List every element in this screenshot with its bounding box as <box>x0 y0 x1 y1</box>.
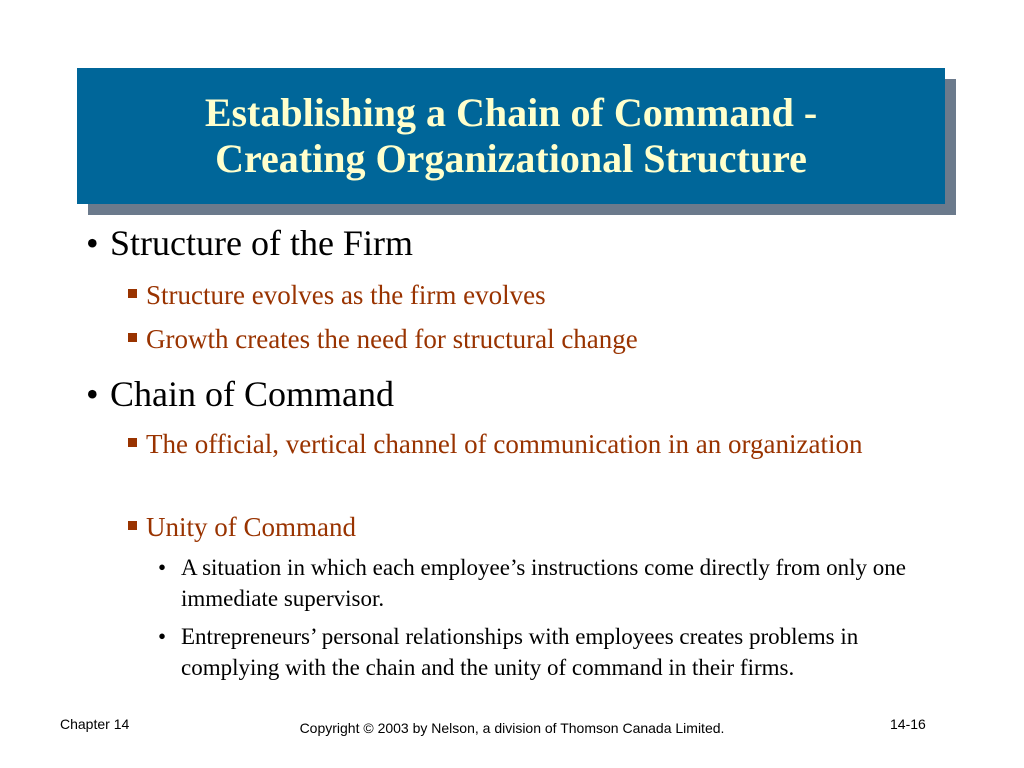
dot-bullet-icon: • <box>158 624 167 649</box>
subbullet-structure-evolves <box>128 276 928 314</box>
square-bullet-icon <box>128 521 137 530</box>
subbullet-text: Growth creates the need for structural change <box>146 324 638 354</box>
square-bullet-icon <box>128 333 137 342</box>
square-bullet-icon <box>128 289 137 298</box>
subbullet-text: The official, vertical channel of communication in an organization <box>146 429 863 459</box>
sub-subbullet-text: A situation in which each employee’s instructions come directly from only one immediate supervisor. <box>181 555 906 611</box>
footer-page-number: 14-16 <box>890 716 926 732</box>
subbullet-text: Structure evolves as the firm evolves <box>146 280 546 310</box>
subbullet-official-channel <box>128 425 888 463</box>
bullet-text: Chain of Command <box>110 374 394 414</box>
subbullet-growth-creates <box>128 320 928 358</box>
footer-copyright: Copyright © 2003 by Nelson, a division of Thomson Canada Limited. <box>299 720 725 736</box>
footer-chapter: Chapter 14 <box>60 716 130 732</box>
bullet-icon: • <box>86 374 99 414</box>
title-line-1: Establishing a Chain of Command - <box>204 90 818 135</box>
bullet-chain-of-command <box>86 373 394 415</box>
bullet-structure-of-firm <box>86 222 413 264</box>
title-box <box>77 68 945 204</box>
bullet-icon: • <box>86 223 99 263</box>
bullet-text: Structure of the Firm <box>110 223 413 263</box>
square-bullet-icon <box>128 438 137 447</box>
subbullet-text: Unity of Command <box>146 512 356 542</box>
subbullet-unity-of-command <box>128 508 888 546</box>
sub-subbullet-text: Entrepreneurs’ personal relationships with employees creates problems in complying with the chain and the unity of command in their firms. <box>181 624 859 680</box>
sub-subbullet-situation <box>156 552 926 614</box>
title-line-2: Creating Organizational Structure <box>215 136 807 181</box>
sub-subbullet-entrepreneurs <box>156 621 926 683</box>
dot-bullet-icon: • <box>158 555 167 580</box>
